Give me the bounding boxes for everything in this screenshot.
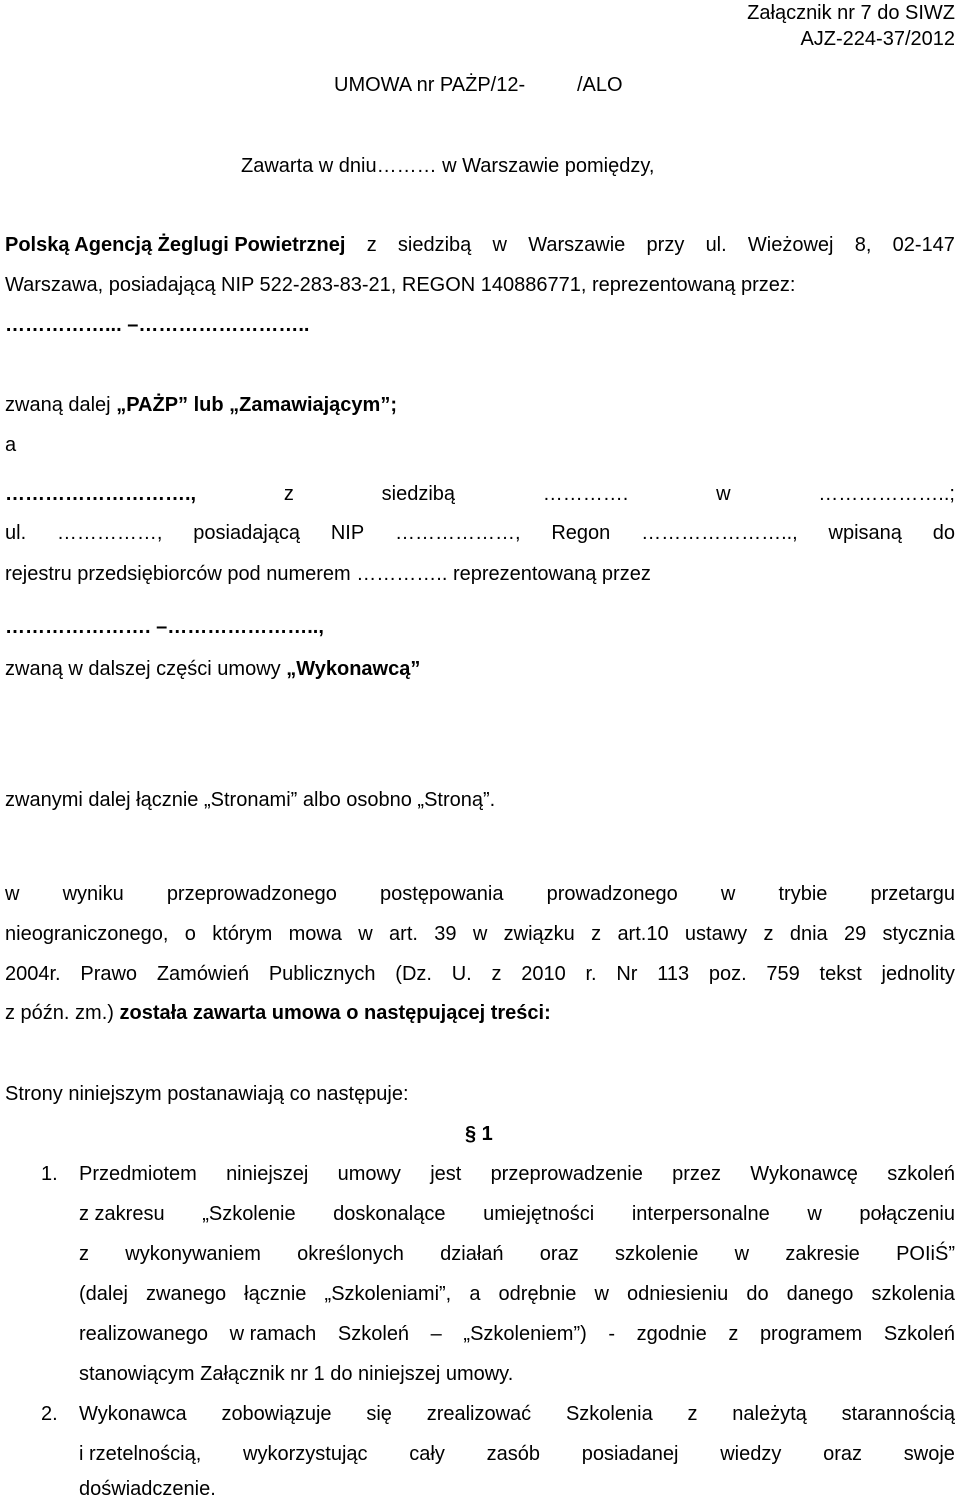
w: – <box>430 1323 442 1345</box>
party2-row3: rejestru przedsiębiorców pod numerem ………….. reprezentowaną przez <box>5 563 651 585</box>
w: z <box>728 1323 739 1345</box>
w: 02-147 <box>892 234 955 256</box>
w: NIP <box>330 522 365 544</box>
w: należytą <box>732 1403 807 1425</box>
w: oraz <box>539 1243 579 1265</box>
w: ………………, <box>394 522 521 544</box>
preamble-line2 <box>5 922 955 946</box>
w: Publicznych <box>268 963 376 985</box>
w: do <box>932 522 955 544</box>
w: szkolenie <box>614 1243 699 1265</box>
w: prowadzonego <box>546 883 678 905</box>
point1-line1 <box>79 1162 955 1186</box>
point2-last-line: doświadczenie. <box>79 1478 216 1500</box>
w: w <box>594 1283 609 1305</box>
w: 29 <box>843 923 867 945</box>
w: przetargu <box>870 883 955 905</box>
w: z <box>763 923 774 945</box>
point1-line4 <box>79 1282 955 1306</box>
w: starannością <box>841 1403 955 1425</box>
w: zasób <box>486 1443 540 1465</box>
w: zrealizować <box>426 1403 532 1425</box>
w: zobowiązuje <box>221 1403 332 1425</box>
w: posiadanej <box>581 1443 679 1465</box>
w: jest <box>430 1163 462 1185</box>
party2-row1 <box>5 482 955 506</box>
w: r. <box>585 963 597 985</box>
preamble-line4-bold: została zawarta umowa o następującej treści: <box>119 1002 551 1024</box>
preamble-line4-prefix: z późn. zm.) <box>5 1002 120 1024</box>
w: danego <box>786 1283 854 1305</box>
w: w <box>734 1243 750 1265</box>
w: wiedzy <box>720 1443 782 1465</box>
w: z zakresu <box>79 1203 165 1225</box>
w: z <box>591 923 602 945</box>
w: realizowanego <box>79 1323 208 1345</box>
party1-line1 <box>5 233 955 257</box>
w: „Szkoleniami”, <box>324 1283 452 1305</box>
w: szkoleń <box>887 1163 955 1185</box>
w: Wykonawcę <box>750 1163 858 1185</box>
w: wyniku <box>62 883 124 905</box>
w: (dalej <box>79 1283 128 1305</box>
point1-num: 1. <box>41 1163 58 1185</box>
w: 759 <box>766 963 800 985</box>
w: w <box>5 883 20 905</box>
w: Nr <box>616 963 638 985</box>
w: art.10 <box>617 923 669 945</box>
party1-line2: Warszawa, posiadającą NIP 522-283-83-21, REGON 140886771, reprezentowaną przez: <box>5 274 796 296</box>
w: a <box>469 1283 481 1305</box>
w: połączeniu <box>859 1203 955 1225</box>
point2-num: 2. <box>41 1403 58 1425</box>
w: oraz <box>823 1443 863 1465</box>
w: 39 <box>434 923 457 945</box>
w: przez <box>672 1163 722 1185</box>
concluded-line: Zawarta w dniu……… w Warszawie pomiędzy, <box>241 155 655 177</box>
w: 2010 <box>521 963 566 985</box>
w: dnia <box>789 923 828 945</box>
w: do <box>746 1283 769 1305</box>
party2-row2 <box>5 521 955 545</box>
w: umiejętności <box>483 1203 595 1225</box>
w: w <box>358 923 373 945</box>
w: 8, <box>854 234 872 256</box>
preamble-line3 <box>5 962 955 986</box>
w: cały <box>409 1443 445 1465</box>
w: Szkoleń <box>883 1323 955 1345</box>
w: działań <box>440 1243 504 1265</box>
w: ………………….., <box>641 522 798 544</box>
w: w <box>720 883 736 905</box>
w: szkolenia <box>871 1283 955 1305</box>
w: wykorzystując <box>243 1443 368 1465</box>
w: „Szkoleniem”) <box>463 1323 587 1345</box>
preamble-line4 <box>5 1001 955 1025</box>
w: o <box>184 923 196 945</box>
w: Zamówień <box>156 963 250 985</box>
w: ustawy <box>684 923 748 945</box>
w: z <box>79 1243 89 1265</box>
w: doskonalące <box>333 1203 446 1225</box>
conjunction-a: a <box>5 434 17 456</box>
w: z <box>283 483 294 505</box>
w: tekst <box>819 963 862 985</box>
w: którym <box>212 923 273 945</box>
designation-prefix: zwaną dalej <box>5 394 117 416</box>
w: wpisaną <box>828 522 902 544</box>
w: w <box>492 234 507 256</box>
w: w <box>807 1203 822 1225</box>
w: przeprowadzenie <box>490 1163 643 1185</box>
w: trybie <box>778 883 828 905</box>
w: zakresie <box>785 1243 860 1265</box>
w: odniesieniu <box>627 1283 729 1305</box>
w: ……………, <box>56 522 163 544</box>
w: interpersonalne <box>631 1203 770 1225</box>
agreement-title-right: /ALO <box>577 74 623 96</box>
w: w ramach <box>229 1323 317 1345</box>
party2-designation <box>5 657 955 681</box>
w: Przedmiotem <box>79 1163 197 1185</box>
w: niniejszej <box>226 1163 309 1185</box>
w: w <box>716 483 731 505</box>
w: ………………..; <box>818 483 955 505</box>
w: Prawo <box>80 963 138 985</box>
w: Regon <box>551 522 611 544</box>
w: odrębnie <box>498 1283 577 1305</box>
w: art. <box>389 923 418 945</box>
w: 113 <box>657 963 690 985</box>
w: Wykonawca <box>79 1403 187 1425</box>
w: POIiŚ” <box>896 1243 955 1265</box>
w: swoje <box>903 1443 955 1465</box>
w: umowy <box>337 1163 401 1185</box>
point1-last-line: stanowiącym Załącznik nr 1 do niniejszej umowy. <box>79 1363 514 1385</box>
w: stycznia <box>882 923 955 945</box>
w: ul. <box>705 234 727 256</box>
w: U. <box>451 963 472 985</box>
party2-representative: …………………. –………………….., <box>5 616 324 638</box>
w: zwanego <box>146 1283 227 1305</box>
w: Szkoleń <box>337 1323 410 1345</box>
w: (Dz. <box>395 963 432 985</box>
w: w <box>472 923 488 945</box>
w: i rzetelnością, <box>79 1443 202 1465</box>
annex-label: Załącznik nr 7 do SIWZ <box>747 2 955 24</box>
w: ul. <box>5 522 27 544</box>
w: posiadającą <box>193 522 301 544</box>
w: jednolity <box>881 963 955 985</box>
w: wykonywaniem <box>125 1243 261 1265</box>
w: nieograniczonego, <box>5 923 169 945</box>
agreement-title-left: UMOWA nr PAŻP/12- <box>334 74 526 96</box>
w: się <box>366 1403 392 1425</box>
point2-line2 <box>79 1442 955 1466</box>
w: - <box>608 1323 616 1345</box>
designation-bold: „PAŻP” lub „Zamawiającym”; <box>116 394 397 416</box>
designation-bold: „Wykonawcą” <box>286 658 421 680</box>
intro-line: Strony niniejszym postanawiają co następuje: <box>5 1083 409 1105</box>
w: mowa <box>288 923 342 945</box>
w: przy <box>646 234 685 256</box>
section-heading: § 1 <box>465 1123 493 1145</box>
w: programem <box>759 1323 863 1345</box>
point1-line5 <box>79 1322 955 1346</box>
w: 2004r. <box>5 963 61 985</box>
w: ………………………., <box>5 483 197 505</box>
w: Szkolenia <box>565 1403 653 1425</box>
w: „Szkolenie <box>202 1203 296 1225</box>
w: związku <box>503 923 575 945</box>
w: z <box>687 1403 698 1425</box>
point2-line1 <box>79 1402 955 1426</box>
w: zgodnie <box>636 1323 707 1345</box>
point1-line2 <box>79 1202 955 1226</box>
point1-line3 <box>79 1242 955 1266</box>
parties-joint-line: zwanymi dalej łącznie „Stronami” albo osobno „Stroną”. <box>5 789 496 811</box>
w: z <box>491 963 502 985</box>
reference-number: AJZ-224-37/2012 <box>800 28 955 50</box>
w: …………. <box>542 483 629 505</box>
w: łącznie <box>244 1283 307 1305</box>
designation-prefix: zwaną w dalszej części umowy <box>5 658 287 680</box>
preamble-line1 <box>5 882 955 906</box>
w: przeprowadzonego <box>166 883 337 905</box>
w: Wieżowej <box>747 234 834 256</box>
party1-name: Polską Agencją Żeglugi Powietrznej <box>5 234 346 256</box>
w: określonych <box>297 1243 404 1265</box>
w: poz. <box>708 963 747 985</box>
w: siedzibą <box>397 234 472 256</box>
w: z <box>366 234 377 256</box>
party1-designation <box>5 393 955 417</box>
w: siedzibą <box>381 483 456 505</box>
party1-representative: ……………... –…………………….. <box>5 314 310 336</box>
w: Warszawie <box>528 234 626 256</box>
w: postępowania <box>380 883 504 905</box>
